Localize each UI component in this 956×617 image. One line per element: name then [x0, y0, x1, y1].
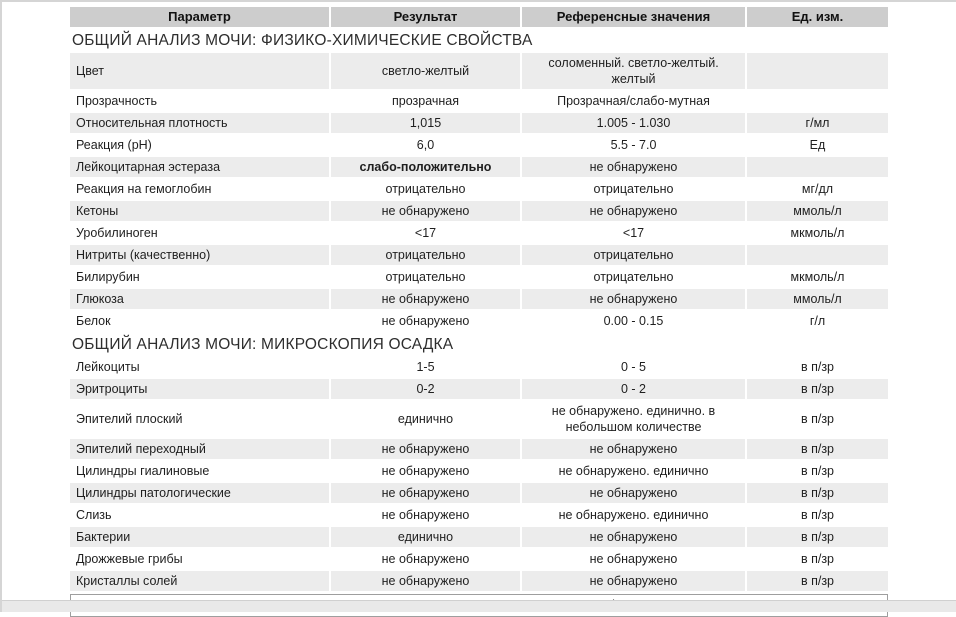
cell-unit: в п/зр	[747, 549, 888, 569]
cell-result: не обнаружено	[331, 571, 520, 591]
cell-unit: в п/зр	[747, 379, 888, 399]
cell-param: Дрожжевые грибы	[70, 549, 329, 569]
table-row	[70, 179, 888, 199]
cell-param: Билирубин	[70, 267, 329, 287]
cell-param: Глюкоза	[70, 289, 329, 309]
cell-unit: мг/дл	[747, 179, 888, 199]
cell-result: 1,015	[331, 113, 520, 133]
cell-result: 0-2	[331, 379, 520, 399]
cell-ref: не обнаружено. единично	[522, 505, 745, 525]
cell-param: Лейкоциты	[70, 357, 329, 377]
cell-unit: мкмоль/л	[747, 267, 888, 287]
cell-unit: мкмоль/л	[747, 223, 888, 243]
table-row	[70, 245, 888, 265]
cell-param: Уробилиноген	[70, 223, 329, 243]
cell-param: Кетоны	[70, 201, 329, 221]
table-row	[70, 289, 888, 309]
cell-ref: не обнаружено	[522, 157, 745, 177]
cell-result: отрицательно	[331, 267, 520, 287]
table-row	[70, 461, 888, 481]
cell-unit: г/мл	[747, 113, 888, 133]
column-header-unit: Ед. изм.	[747, 7, 888, 27]
cell-ref: отрицательно	[522, 267, 745, 287]
column-header-parameter: Параметр	[70, 7, 329, 27]
table-row	[70, 379, 888, 399]
cell-param: Цилиндры гиалиновые	[70, 461, 329, 481]
table-row	[70, 527, 888, 547]
column-header-result: Результат	[331, 7, 520, 27]
cell-param: Цилиндры патологические	[70, 483, 329, 503]
cell-ref: не обнаружено	[522, 289, 745, 309]
cell-ref: 5.5 - 7.0	[522, 135, 745, 155]
cell-result: единично	[331, 527, 520, 547]
cell-ref: соломенный. светло-желтый. желтый	[522, 53, 745, 89]
table-row	[70, 311, 888, 331]
cell-param: Слизь	[70, 505, 329, 525]
cell-ref: не обнаружено. единично. в небольшом количестве	[522, 401, 745, 437]
cell-unit: в п/зр	[747, 527, 888, 547]
cell-param: Цвет	[70, 53, 329, 89]
cell-result: 1-5	[331, 357, 520, 377]
cell-ref: 1.005 - 1.030	[522, 113, 745, 133]
cell-unit: в п/зр	[747, 401, 888, 437]
cell-result: <17	[331, 223, 520, 243]
table-row	[70, 483, 888, 503]
section-title: ОБЩИЙ АНАЛИЗ МОЧИ: МИКРОСКОПИЯ ОСАДКА	[72, 336, 454, 353]
cell-result: не обнаружено	[331, 201, 520, 221]
table-row	[70, 357, 888, 377]
cell-param: Реакция на гемоглобин	[70, 179, 329, 199]
table-row	[70, 267, 888, 287]
horizontal-scrollbar-track[interactable]	[2, 600, 956, 612]
cell-ref: 0.00 - 0.15	[522, 311, 745, 331]
table-row	[70, 53, 888, 89]
cell-ref: не обнаружено	[522, 549, 745, 569]
cell-result: не обнаружено	[331, 311, 520, 331]
cell-ref: Прозрачная/слабо-мутная	[522, 91, 745, 111]
section-title: ОБЩИЙ АНАЛИЗ МОЧИ: ФИЗИКО-ХИМИЧЕСКИЕ СВОЙСТВА	[72, 32, 533, 49]
cell-unit: в п/зр	[747, 357, 888, 377]
table-row	[70, 113, 888, 133]
cell-result: светло-желтый	[331, 53, 520, 89]
cell-result: единично	[331, 401, 520, 437]
cell-ref: отрицательно	[522, 245, 745, 265]
table-row	[70, 201, 888, 221]
table-row	[70, 135, 888, 155]
cell-unit: в п/зр	[747, 461, 888, 481]
cell-ref: отрицательно	[522, 179, 745, 199]
cell-param: Кристаллы солей	[70, 571, 329, 591]
cell-result: слабо-положительно	[331, 157, 520, 177]
cell-result: не обнаружено	[331, 483, 520, 503]
cell-unit	[747, 53, 888, 89]
cell-ref: не обнаружено	[522, 483, 745, 503]
column-header-reference: Референсные значения	[522, 7, 745, 27]
cell-param: Нитриты (качественно)	[70, 245, 329, 265]
table-row	[70, 549, 888, 569]
cell-param: Эритроциты	[70, 379, 329, 399]
cell-unit	[747, 91, 888, 111]
cell-unit: в п/зр	[747, 439, 888, 459]
cell-ref: 0 - 5	[522, 357, 745, 377]
table-row	[70, 223, 888, 243]
cell-ref: <17	[522, 223, 745, 243]
cell-unit: в п/зр	[747, 571, 888, 591]
table-row	[70, 571, 888, 591]
cell-unit: в п/зр	[747, 483, 888, 503]
cell-ref: 0 - 2	[522, 379, 745, 399]
cell-unit: ммоль/л	[747, 201, 888, 221]
table-body	[70, 29, 888, 591]
cell-param: Белок	[70, 311, 329, 331]
cell-result: не обнаружено	[331, 549, 520, 569]
table-header-row	[70, 7, 888, 27]
table-row	[70, 401, 888, 437]
table-row	[70, 157, 888, 177]
cell-ref: не обнаружено	[522, 571, 745, 591]
cell-result: не обнаружено	[331, 461, 520, 481]
cell-result: отрицательно	[331, 179, 520, 199]
table-row	[70, 91, 888, 111]
cell-param: Прозрачность	[70, 91, 329, 111]
cell-unit: г/л	[747, 311, 888, 331]
cell-unit: ммоль/л	[747, 289, 888, 309]
results-table	[70, 2, 888, 617]
cell-unit	[747, 245, 888, 265]
cell-unit: Ед	[747, 135, 888, 155]
cell-unit	[747, 157, 888, 177]
cell-ref: не обнаружено. единично	[522, 461, 745, 481]
cell-result: не обнаружено	[331, 505, 520, 525]
cell-param: Бактерии	[70, 527, 329, 547]
cell-ref: не обнаружено	[522, 439, 745, 459]
cell-ref: не обнаружено	[522, 527, 745, 547]
cell-param: Эпителий плоский	[70, 401, 329, 437]
cell-param: Реакция (pH)	[70, 135, 329, 155]
table-row	[70, 505, 888, 525]
cell-unit: в п/зр	[747, 505, 888, 525]
table-row	[70, 439, 888, 459]
cell-result: отрицательно	[331, 245, 520, 265]
cell-ref: не обнаружено	[522, 201, 745, 221]
cell-param: Лейкоцитарная эстераза	[70, 157, 329, 177]
cell-result: прозрачная	[331, 91, 520, 111]
cell-result: не обнаружено	[331, 439, 520, 459]
cell-result: не обнаружено	[331, 289, 520, 309]
cell-param: Эпителий переходный	[70, 439, 329, 459]
cell-result: 6,0	[331, 135, 520, 155]
cell-param: Относительная плотность	[70, 113, 329, 133]
